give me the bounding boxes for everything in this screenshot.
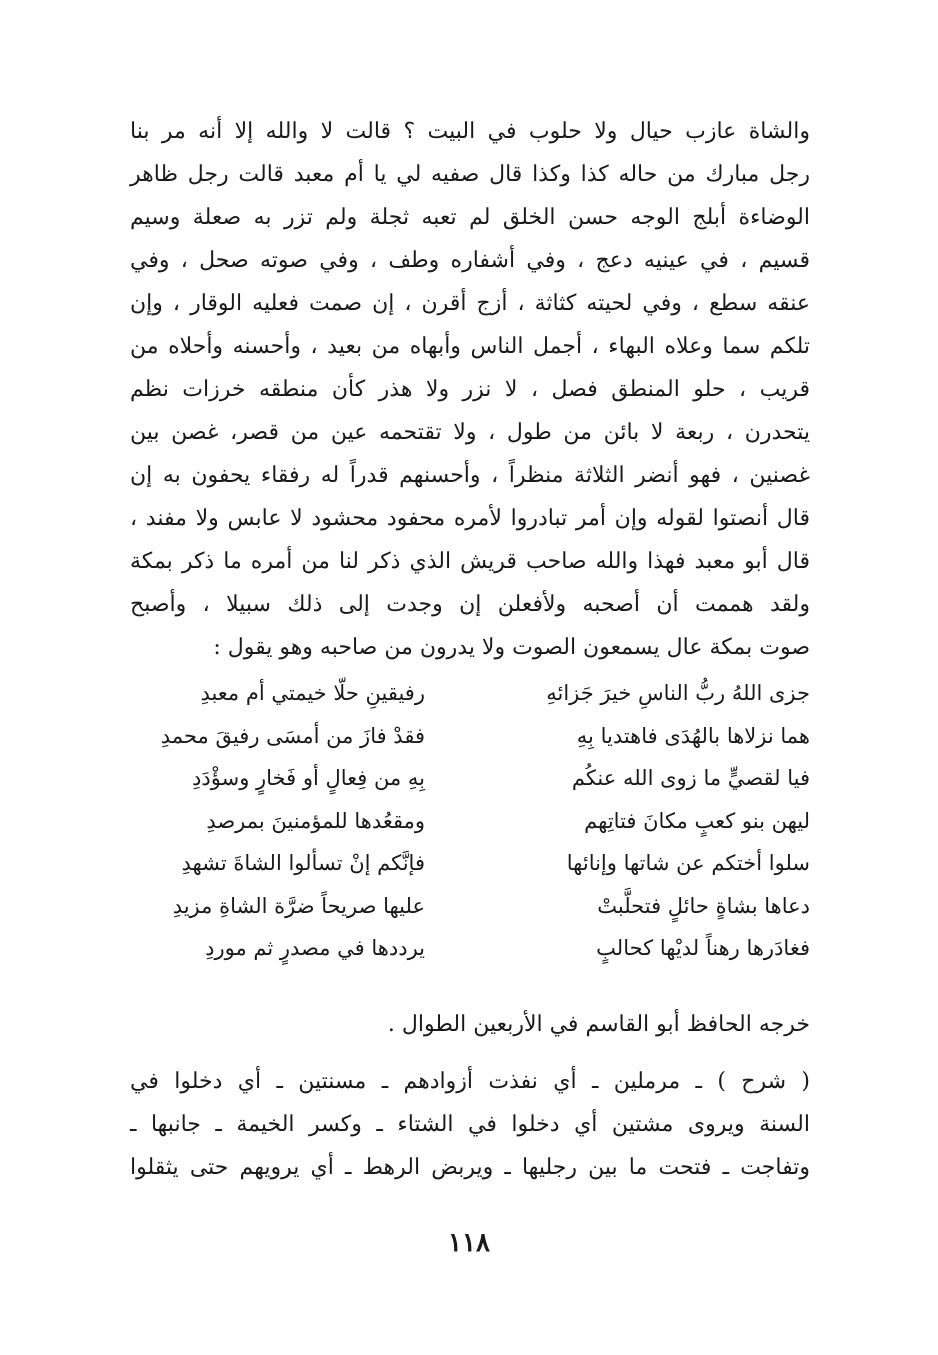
text-line: قال أنصتوا لقوله وإن أمر تبادروا لأمره محفود محشود لا عابس ولا مفند ،: [130, 506, 810, 531]
poem-verse: [130, 672, 810, 715]
text-line: عنقه سطع ، وفي لحيته كثاثة ، أزج أقرن ، إن صمت فعليه الوقار ، وإن: [130, 291, 810, 316]
commentary-line: ( شرح ) ـ مرملين ـ أي نفذت أزوادهم ـ مسنتين ـ أي دخلوا في: [130, 1069, 810, 1094]
verse-first-half: ليهن بنو كعبٍ مكانَ فتاتِهم: [584, 808, 810, 833]
text-line: رجل مبارك من حاله كذا وكذا قال صفيه لي يا أم معبد قالت رجل ظاهر: [130, 162, 810, 187]
verse-first-half: فيا لقصيٍّ ما زوى الله عنكُم: [571, 766, 810, 790]
verse-second-half: فقدْ فازَ من أمسَى رفيقَ محمدِ: [160, 723, 425, 748]
page-number: ١١٨: [448, 1228, 490, 1258]
text-line: قسيم ، في عينيه دعج ، وفي أشفاره وطف ، وفي صوته صحل ، وفي: [130, 248, 810, 273]
text-line: يتحدرن ، ربعة لا بائن من طول ، ولا تقتحمه عين من قصر، غصن بين: [130, 420, 810, 445]
poem-verse: [130, 885, 810, 928]
poem-verse: [130, 800, 810, 843]
verse-first-half: سلوا أختكم عن شاتها وإنائها: [566, 851, 810, 875]
poem: [130, 672, 810, 970]
poem-verse: [130, 927, 810, 970]
text-line: قريب ، حلو المنطق فصل ، لا نزر ولا هذر كأن منطقه خرزات نظم: [130, 377, 810, 402]
verse-second-half: رفيقينِ حلّا خيمتي أم معبدِ: [200, 681, 425, 705]
text-line: صوت بمكة عال يسمعون الصوت ولا يدرون من صاحبه وهو يقول :: [213, 635, 810, 660]
text-line: قال أبو معبد فهذا والله صاحب قريش الذي ذكر لنا من أمره ما ذكر بمكة: [130, 549, 810, 574]
text-line: والشاة عازب حيال ولا حلوب في البيت ؟ قالت لا والله إلا أنه مر بنا: [130, 119, 810, 144]
poem-verse: [130, 842, 810, 885]
commentary-paragraph: [130, 1060, 810, 1189]
verse-second-half: يرددها في مصدرٍ ثم موردِ: [205, 936, 425, 960]
verse-first-half: هما نزلاها بالهُدَى فاهتديا بِهِ: [576, 723, 810, 748]
verse-first-half: دعاها بشاةٍ حائلٍ فتحلَّبتْ: [597, 893, 810, 918]
source-attribution: خرجه الحافظ أبو القاسم في الأربعين الطوال .: [387, 1012, 810, 1037]
verse-second-half: ومقعُدها للمؤمنينَ بمرصدِ: [206, 808, 425, 833]
text-line: ولقد هممت أن أصحبه ولأفعلن إن وجدت إلى ذلك سبيلا ، وأصبح: [130, 592, 810, 617]
verse-first-half: فغادَرها رهناً لديْها كحالبٍ: [596, 936, 810, 960]
commentary-line: وتفاجت ـ فتحت ما بين رجليها ـ ويربض الرهط ـ أي يرويهم حتى يثقلوا: [130, 1155, 810, 1180]
poem-verse: [130, 757, 810, 800]
text-line: تلكم سما وعلاه البهاء ، أجمل الناس وأبهاه من بعيد ، وأحسنه وأحلاه من: [130, 334, 810, 359]
text-line: الوضاءة أبلج الوجه حسن الخلق لم تعبه ثجلة ولم تزر به صعلة وسيم: [130, 205, 810, 230]
verse-first-half: جزى اللهُ ربُّ الناسِ خيرَ جَزائهِ: [546, 681, 810, 705]
verse-second-half: عليها صريحاً ضرَّة الشاةِ مزيدِ: [172, 893, 425, 918]
main-paragraph: [130, 110, 810, 669]
text-line: غصنين ، فهو أنضر الثلاثة منظراً ، وأحسنهم قدراً له رفقاء يحفون به إن: [130, 463, 810, 488]
commentary-line: السنة ويروى مشتين أي دخلوا في الشتاء ـ وكسر الخيمة ـ جانبها ـ: [130, 1112, 810, 1137]
verse-second-half: بِهِ من فِعالٍ أو فَخارٍ وسؤْدَدِ: [192, 766, 425, 790]
verse-second-half: فإنَّكم إنْ تسألوا الشاةَ تشهدِ: [181, 851, 425, 875]
poem-verse: [130, 715, 810, 758]
